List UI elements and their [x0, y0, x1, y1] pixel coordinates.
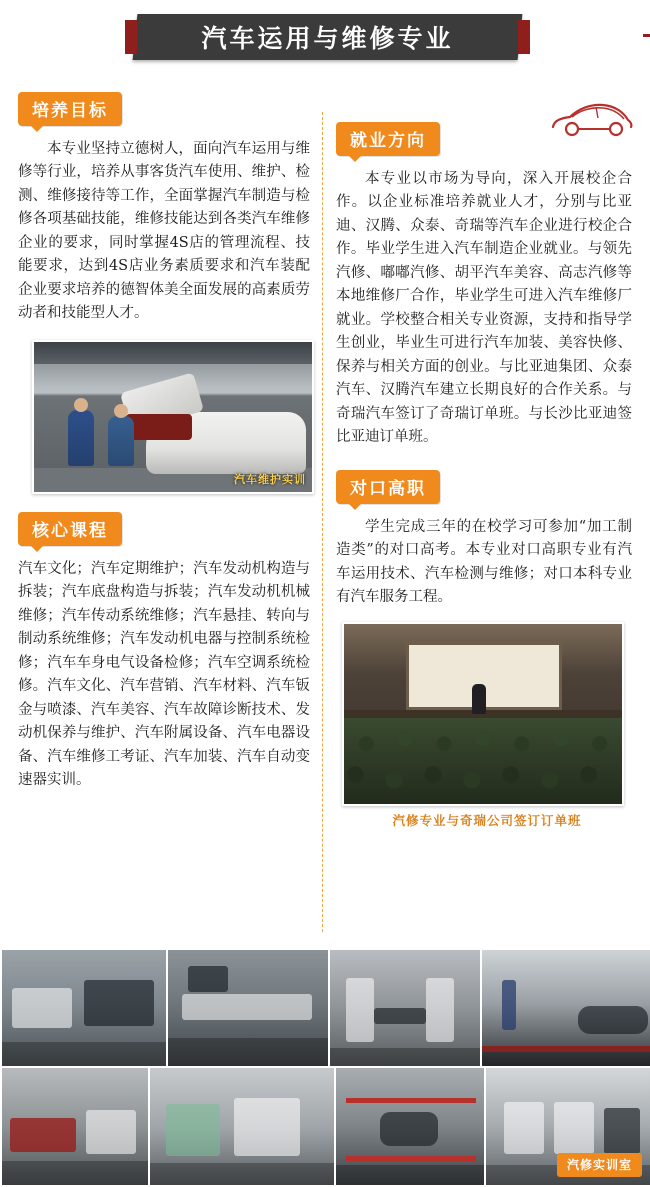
photo-student-1 [68, 410, 94, 466]
photo-engine-bay [126, 414, 192, 440]
photo-maintenance-training [32, 340, 314, 494]
section-goal-tag: 培养目标 [18, 92, 122, 126]
section-employment [336, 122, 632, 450]
title-right-deco [643, 34, 650, 37]
section-employment-tag-wrap [336, 122, 632, 156]
section-courses-body: 汽车文化；汽车定期维护；汽车发动机构造与拆装；汽车底盘构造与拆装；汽车发动机机械维修；汽车传动系统维修；汽车悬挂、转向与制动系统维修；汽车发动机电器与控制系统检修；汽车车身电气设备检修；汽车空调系统检修。汽车文化、汽车营销、汽车材料、汽车钣金与喷漆、汽车美容、汽车故障诊断技术、发动机保养与维护、汽车附属设备、汽车电器设备、汽车维修工考证、汽车加装、汽车自动变速器实训。 [18, 560, 310, 789]
section-vocational-body: 学生完成三年的在校学习可参加“加工制造类”的对口高考。本专业对口高职专业有汽车运用技术、汽车检测与维修；对口本科专业有汽车服务工程。 [336, 518, 632, 606]
section-vocational-tag: 对口高职 [336, 470, 440, 504]
strip-photo-1 [0, 948, 170, 1070]
section-courses-tag-wrap [18, 512, 310, 546]
photo-signing-ceremony [342, 622, 624, 806]
strip-photo-5 [0, 1066, 152, 1187]
photo-presenter [472, 684, 486, 714]
strip-photo-7 [334, 1066, 488, 1187]
photo-ceiling-beam [34, 342, 312, 364]
section-employment-tag: 就业方向 [336, 122, 440, 156]
photo-student-2 [108, 416, 134, 466]
strip-caption-badge: 汽修实训室 [557, 1153, 642, 1177]
strip-photo-4 [480, 948, 650, 1070]
section-goal-tag-wrap [18, 92, 310, 126]
photo-audience [344, 718, 622, 804]
section-courses-tag: 核心课程 [18, 512, 122, 546]
page-title: 汽车运用与维修专业 [201, 24, 454, 53]
strip-photo-3 [328, 948, 484, 1070]
section-core-courses [18, 512, 310, 793]
section-training-goal [18, 92, 310, 326]
section-goal-body: 本专业坚持立德树人，面向汽车运用与维修等行业，培养从事客货汽车使用、维护、检测、维修接待等工作，全面掌握汽车制造与检修各项基础技能，维修技能达到各类汽车维修企业的要求，同时掌握4S店的管理流程、技能要求，达到4S店业务素质要求和汽车装配企业要求培养的德智体美全面发展的高素质劳动者和技能型人才。 [18, 141, 310, 322]
section-vocational-tag-wrap [336, 470, 632, 504]
strip-photo-6 [148, 1066, 338, 1187]
column-divider [322, 112, 323, 932]
section-employment-body: 本专业以市场为导向，深入开展校企合作。以企业标准培养就业人才，分别与比亚迪、汉腾、众泰、奇瑞等汽车企业进行校企合作。毕业学生进入汽车制造企业就业。与领先汽修、嘟嘟汽修、胡平汽车美容、高志汽修等本地维修厂合作，毕业学生可进入汽车维修厂就业。学校整合相关专业资源，支持和指导学生创业，毕业生可进行汽车加装、美容快修、保养与相关方面的创业。与比亚迪集团、众泰汽车、汉腾汽车建立长期良好的合作关系。与奇瑞汽车签订了奇瑞订单班。与长沙比亚迪签比亚迪订单班。 [336, 171, 632, 446]
poster-title-banner [135, 14, 520, 60]
photo-ceremony-caption: 汽修专业与奇瑞公司签订订单班 [392, 812, 582, 828]
strip-photo-2 [166, 948, 332, 1070]
bottom-photo-strip [0, 948, 650, 1183]
section-vocational [336, 470, 632, 610]
left-column [18, 92, 310, 793]
photo-maintenance-caption: 汽车维护实训 [234, 472, 306, 486]
right-column [336, 122, 632, 829]
